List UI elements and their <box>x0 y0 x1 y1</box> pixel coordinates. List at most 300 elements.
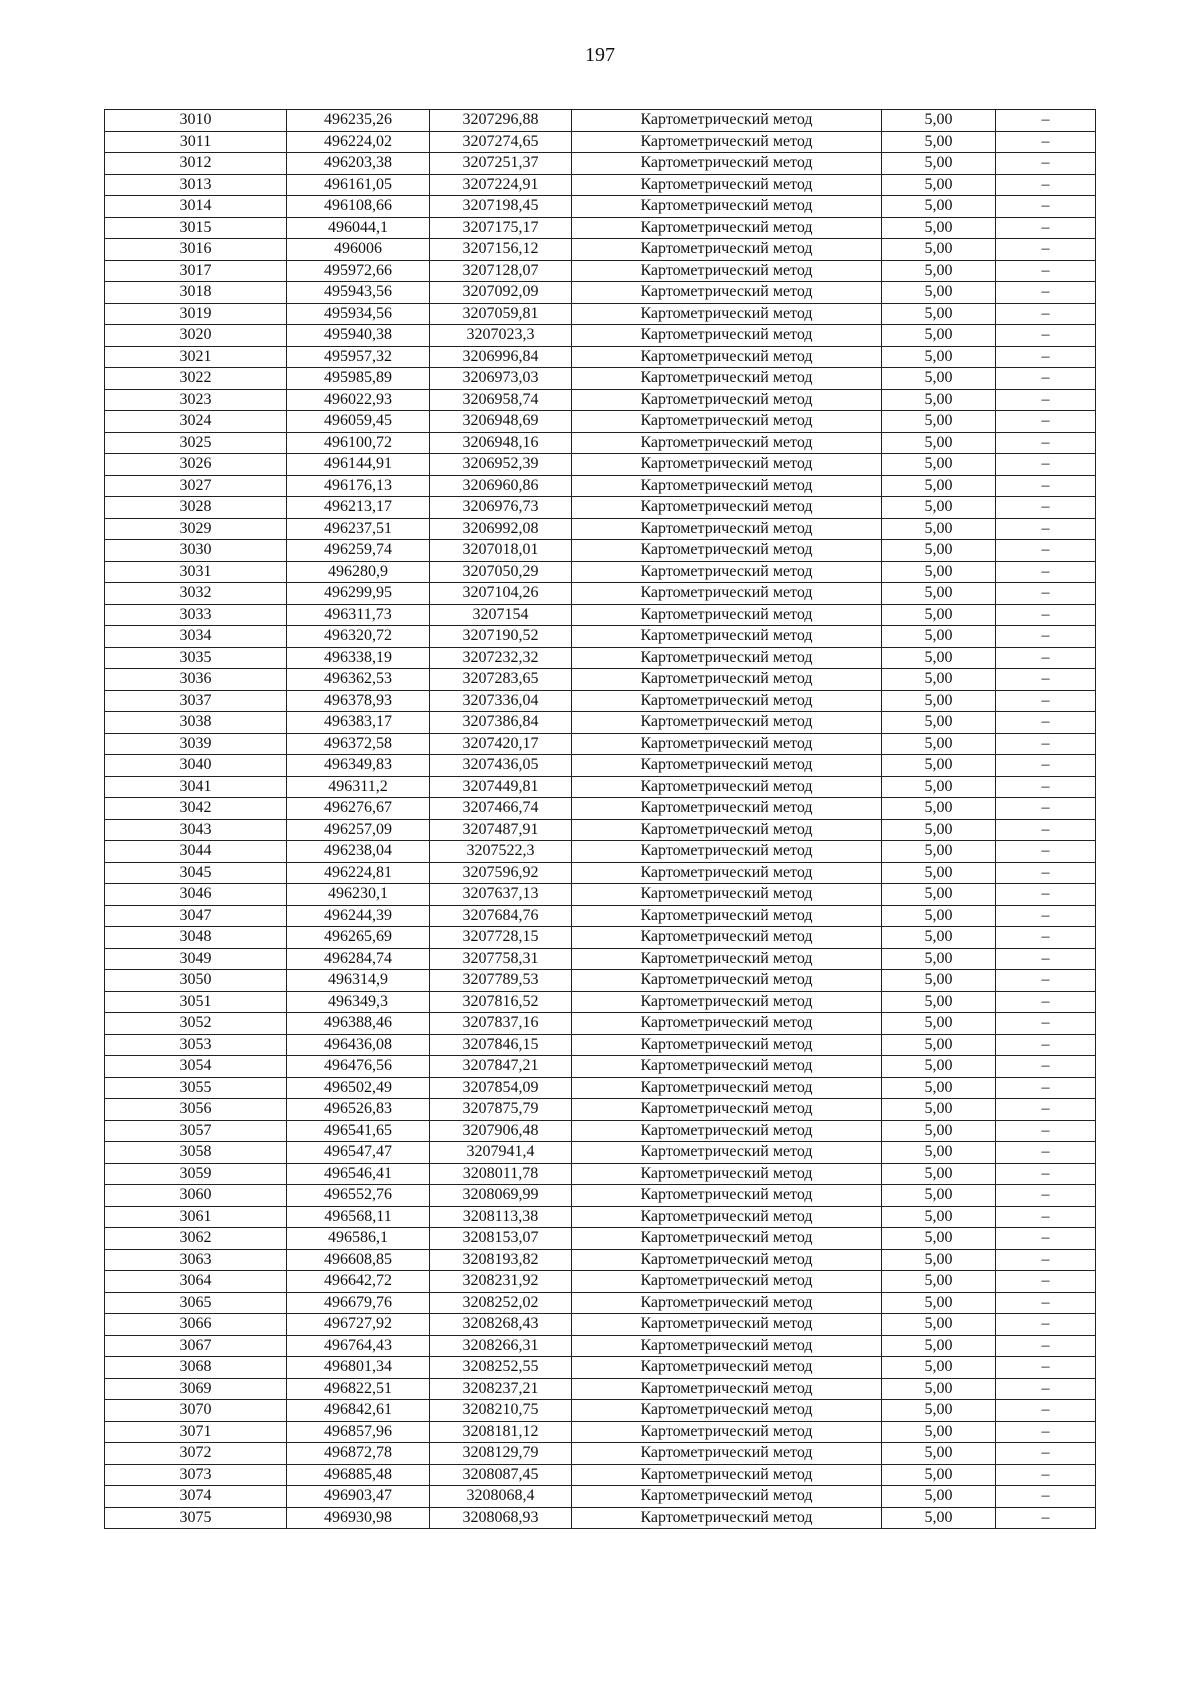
table-row <box>105 411 1096 433</box>
method-cell: Картометрический метод <box>572 1335 882 1357</box>
y-coordinate-cell: 3208129,79 <box>430 1443 572 1465</box>
table-row <box>105 712 1096 734</box>
description-cell: – <box>996 561 1096 583</box>
point-number-cell: 3021 <box>105 346 287 368</box>
accuracy-cell: 5,00 <box>882 1486 996 1508</box>
accuracy-cell: 5,00 <box>882 518 996 540</box>
y-coordinate-cell: 3207522,3 <box>430 841 572 863</box>
table-row <box>105 626 1096 648</box>
accuracy-cell: 5,00 <box>882 927 996 949</box>
table-row <box>105 1271 1096 1293</box>
method-cell: Картометрический метод <box>572 454 882 476</box>
method-cell: Картометрический метод <box>572 217 882 239</box>
point-number-cell: 3072 <box>105 1443 287 1465</box>
x-coordinate-cell: 496842,61 <box>287 1400 430 1422</box>
method-cell: Картометрический метод <box>572 1378 882 1400</box>
accuracy-cell: 5,00 <box>882 196 996 218</box>
x-coordinate-cell: 496235,26 <box>287 110 430 132</box>
coordinates-table <box>104 109 1096 1529</box>
x-coordinate-cell: 496372,58 <box>287 733 430 755</box>
method-cell: Картометрический метод <box>572 1357 882 1379</box>
point-number-cell: 3040 <box>105 755 287 777</box>
x-coordinate-cell: 496265,69 <box>287 927 430 949</box>
table-row <box>105 1486 1096 1508</box>
accuracy-cell: 5,00 <box>882 884 996 906</box>
description-cell: – <box>996 1314 1096 1336</box>
point-number-cell: 3031 <box>105 561 287 583</box>
description-cell: – <box>996 583 1096 605</box>
accuracy-cell: 5,00 <box>882 1357 996 1379</box>
point-number-cell: 3051 <box>105 991 287 1013</box>
page-number: 197 <box>585 44 615 66</box>
y-coordinate-cell: 3207296,88 <box>430 110 572 132</box>
description-cell: – <box>996 239 1096 261</box>
point-number-cell: 3061 <box>105 1206 287 1228</box>
description-cell: – <box>996 131 1096 153</box>
method-cell: Картометрический метод <box>572 282 882 304</box>
accuracy-cell: 5,00 <box>882 583 996 605</box>
description-cell: – <box>996 1357 1096 1379</box>
x-coordinate-cell: 496203,38 <box>287 153 430 175</box>
method-cell: Картометрический метод <box>572 1421 882 1443</box>
description-cell: – <box>996 1206 1096 1228</box>
table-row <box>105 948 1096 970</box>
table-row <box>105 1120 1096 1142</box>
accuracy-cell: 5,00 <box>882 1056 996 1078</box>
accuracy-cell: 5,00 <box>882 432 996 454</box>
description-cell: – <box>996 1464 1096 1486</box>
table-row <box>105 368 1096 390</box>
accuracy-cell: 5,00 <box>882 819 996 841</box>
method-cell: Картометрический метод <box>572 1099 882 1121</box>
y-coordinate-cell: 3207684,76 <box>430 905 572 927</box>
table-row <box>105 927 1096 949</box>
point-number-cell: 3043 <box>105 819 287 841</box>
point-number-cell: 3050 <box>105 970 287 992</box>
x-coordinate-cell: 496284,74 <box>287 948 430 970</box>
table-row <box>105 798 1096 820</box>
method-cell: Картометрический метод <box>572 862 882 884</box>
x-coordinate-cell: 496338,19 <box>287 647 430 669</box>
table-row <box>105 1249 1096 1271</box>
method-cell: Картометрический метод <box>572 325 882 347</box>
accuracy-cell: 5,00 <box>882 841 996 863</box>
x-coordinate-cell: 496237,51 <box>287 518 430 540</box>
table-row <box>105 1314 1096 1336</box>
method-cell: Картометрический метод <box>572 389 882 411</box>
description-cell: – <box>996 1486 1096 1508</box>
method-cell: Картометрический метод <box>572 970 882 992</box>
table-row <box>105 733 1096 755</box>
table-row <box>105 475 1096 497</box>
y-coordinate-cell: 3207436,05 <box>430 755 572 777</box>
description-cell: – <box>996 1142 1096 1164</box>
accuracy-cell: 5,00 <box>882 1314 996 1336</box>
description-cell: – <box>996 1099 1096 1121</box>
point-number-cell: 3065 <box>105 1292 287 1314</box>
x-coordinate-cell: 495934,56 <box>287 303 430 325</box>
point-number-cell: 3041 <box>105 776 287 798</box>
y-coordinate-cell: 3207023,3 <box>430 325 572 347</box>
y-coordinate-cell: 3206973,03 <box>430 368 572 390</box>
accuracy-cell: 5,00 <box>882 755 996 777</box>
y-coordinate-cell: 3206996,84 <box>430 346 572 368</box>
x-coordinate-cell: 496502,49 <box>287 1077 430 1099</box>
table-row <box>105 755 1096 777</box>
method-cell: Картометрический метод <box>572 819 882 841</box>
table-row <box>105 776 1096 798</box>
x-coordinate-cell: 496144,91 <box>287 454 430 476</box>
y-coordinate-cell: 3207846,15 <box>430 1034 572 1056</box>
x-coordinate-cell: 496476,56 <box>287 1056 430 1078</box>
accuracy-cell: 5,00 <box>882 1206 996 1228</box>
x-coordinate-cell: 496311,2 <box>287 776 430 798</box>
y-coordinate-cell: 3207466,74 <box>430 798 572 820</box>
method-cell: Картометрический метод <box>572 669 882 691</box>
accuracy-cell: 5,00 <box>882 948 996 970</box>
accuracy-cell: 5,00 <box>882 1013 996 1035</box>
y-coordinate-cell: 3207092,09 <box>430 282 572 304</box>
method-cell: Картометрический метод <box>572 991 882 1013</box>
accuracy-cell: 5,00 <box>882 712 996 734</box>
x-coordinate-cell: 496526,83 <box>287 1099 430 1121</box>
method-cell: Картометрический метод <box>572 239 882 261</box>
table-row <box>105 174 1096 196</box>
accuracy-cell: 5,00 <box>882 174 996 196</box>
table-row <box>105 1206 1096 1228</box>
point-number-cell: 3016 <box>105 239 287 261</box>
method-cell: Картометрический метод <box>572 927 882 949</box>
y-coordinate-cell: 3207596,92 <box>430 862 572 884</box>
point-number-cell: 3062 <box>105 1228 287 1250</box>
description-cell: – <box>996 1249 1096 1271</box>
y-coordinate-cell: 3207789,53 <box>430 970 572 992</box>
point-number-cell: 3060 <box>105 1185 287 1207</box>
table-row <box>105 239 1096 261</box>
method-cell: Картометрический метод <box>572 1314 882 1336</box>
table-row <box>105 1077 1096 1099</box>
method-cell: Картометрический метод <box>572 583 882 605</box>
y-coordinate-cell: 3208210,75 <box>430 1400 572 1422</box>
description-cell: – <box>996 196 1096 218</box>
table-row <box>105 1292 1096 1314</box>
accuracy-cell: 5,00 <box>882 1443 996 1465</box>
description-cell: – <box>996 217 1096 239</box>
point-number-cell: 3029 <box>105 518 287 540</box>
accuracy-cell: 5,00 <box>882 1378 996 1400</box>
table-row <box>105 841 1096 863</box>
x-coordinate-cell: 496276,67 <box>287 798 430 820</box>
y-coordinate-cell: 3207728,15 <box>430 927 572 949</box>
description-cell: – <box>996 389 1096 411</box>
point-number-cell: 3053 <box>105 1034 287 1056</box>
method-cell: Картометрический метод <box>572 690 882 712</box>
y-coordinate-cell: 3206958,74 <box>430 389 572 411</box>
y-coordinate-cell: 3207198,45 <box>430 196 572 218</box>
table-row <box>105 1507 1096 1529</box>
point-number-cell: 3049 <box>105 948 287 970</box>
x-coordinate-cell: 496608,85 <box>287 1249 430 1271</box>
point-number-cell: 3015 <box>105 217 287 239</box>
description-cell: – <box>996 712 1096 734</box>
x-coordinate-cell: 496903,47 <box>287 1486 430 1508</box>
y-coordinate-cell: 3208069,99 <box>430 1185 572 1207</box>
table-row <box>105 1357 1096 1379</box>
y-coordinate-cell: 3207837,16 <box>430 1013 572 1035</box>
description-cell: – <box>996 991 1096 1013</box>
x-coordinate-cell: 496257,09 <box>287 819 430 841</box>
x-coordinate-cell: 496299,95 <box>287 583 430 605</box>
point-number-cell: 3026 <box>105 454 287 476</box>
description-cell: – <box>996 1163 1096 1185</box>
x-coordinate-cell: 496727,92 <box>287 1314 430 1336</box>
description-cell: – <box>996 862 1096 884</box>
x-coordinate-cell: 496108,66 <box>287 196 430 218</box>
accuracy-cell: 5,00 <box>882 1421 996 1443</box>
table-row <box>105 583 1096 605</box>
description-cell: – <box>996 927 1096 949</box>
table-row <box>105 1163 1096 1185</box>
description-cell: – <box>996 411 1096 433</box>
accuracy-cell: 5,00 <box>882 346 996 368</box>
description-cell: – <box>996 884 1096 906</box>
x-coordinate-cell: 496547,47 <box>287 1142 430 1164</box>
y-coordinate-cell: 3207104,26 <box>430 583 572 605</box>
accuracy-cell: 5,00 <box>882 1120 996 1142</box>
y-coordinate-cell: 3207175,17 <box>430 217 572 239</box>
accuracy-cell: 5,00 <box>882 1142 996 1164</box>
table-row <box>105 690 1096 712</box>
y-coordinate-cell: 3208087,45 <box>430 1464 572 1486</box>
x-coordinate-cell: 496244,39 <box>287 905 430 927</box>
point-number-cell: 3064 <box>105 1271 287 1293</box>
point-number-cell: 3024 <box>105 411 287 433</box>
description-cell: – <box>996 1400 1096 1422</box>
accuracy-cell: 5,00 <box>882 561 996 583</box>
accuracy-cell: 5,00 <box>882 905 996 927</box>
table-row <box>105 1099 1096 1121</box>
x-coordinate-cell: 496311,73 <box>287 604 430 626</box>
method-cell: Картометрический метод <box>572 1443 882 1465</box>
accuracy-cell: 5,00 <box>882 798 996 820</box>
table-row <box>105 1185 1096 1207</box>
point-number-cell: 3025 <box>105 432 287 454</box>
accuracy-cell: 5,00 <box>882 626 996 648</box>
y-coordinate-cell: 3208193,82 <box>430 1249 572 1271</box>
accuracy-cell: 5,00 <box>882 282 996 304</box>
table-row <box>105 1443 1096 1465</box>
accuracy-cell: 5,00 <box>882 1228 996 1250</box>
description-cell: – <box>996 970 1096 992</box>
point-number-cell: 3070 <box>105 1400 287 1422</box>
accuracy-cell: 5,00 <box>882 454 996 476</box>
description-cell: – <box>996 1292 1096 1314</box>
y-coordinate-cell: 3208252,02 <box>430 1292 572 1314</box>
x-coordinate-cell: 496100,72 <box>287 432 430 454</box>
point-number-cell: 3010 <box>105 110 287 132</box>
description-cell: – <box>996 540 1096 562</box>
description-cell: – <box>996 1271 1096 1293</box>
method-cell: Картометрический метод <box>572 475 882 497</box>
accuracy-cell: 5,00 <box>882 153 996 175</box>
point-number-cell: 3059 <box>105 1163 287 1185</box>
y-coordinate-cell: 3207854,09 <box>430 1077 572 1099</box>
description-cell: – <box>996 1228 1096 1250</box>
y-coordinate-cell: 3207420,17 <box>430 733 572 755</box>
table-row <box>105 110 1096 132</box>
description-cell: – <box>996 174 1096 196</box>
method-cell: Картометрический метод <box>572 260 882 282</box>
table-row <box>105 1013 1096 1035</box>
method-cell: Картометрический метод <box>572 368 882 390</box>
x-coordinate-cell: 496280,9 <box>287 561 430 583</box>
method-cell: Картометрический метод <box>572 948 882 970</box>
coordinates-table-body <box>105 110 1096 1529</box>
description-cell: – <box>996 282 1096 304</box>
description-cell: – <box>996 454 1096 476</box>
y-coordinate-cell: 3208113,38 <box>430 1206 572 1228</box>
y-coordinate-cell: 3208252,55 <box>430 1357 572 1379</box>
description-cell: – <box>996 1185 1096 1207</box>
x-coordinate-cell: 495957,32 <box>287 346 430 368</box>
description-cell: – <box>996 669 1096 691</box>
accuracy-cell: 5,00 <box>882 733 996 755</box>
method-cell: Картометрический метод <box>572 1486 882 1508</box>
table-row <box>105 1142 1096 1164</box>
point-number-cell: 3032 <box>105 583 287 605</box>
table-row <box>105 303 1096 325</box>
method-cell: Картометрический метод <box>572 411 882 433</box>
y-coordinate-cell: 3208266,31 <box>430 1335 572 1357</box>
y-coordinate-cell: 3207816,52 <box>430 991 572 1013</box>
point-number-cell: 3022 <box>105 368 287 390</box>
point-number-cell: 3056 <box>105 1099 287 1121</box>
description-cell: – <box>996 1034 1096 1056</box>
method-cell: Картометрический метод <box>572 1206 882 1228</box>
y-coordinate-cell: 3207232,32 <box>430 647 572 669</box>
method-cell: Картометрический метод <box>572 110 882 132</box>
method-cell: Картометрический метод <box>572 1271 882 1293</box>
table-row <box>105 131 1096 153</box>
description-cell: – <box>996 755 1096 777</box>
description-cell: – <box>996 776 1096 798</box>
point-number-cell: 3023 <box>105 389 287 411</box>
point-number-cell: 3057 <box>105 1120 287 1142</box>
point-number-cell: 3020 <box>105 325 287 347</box>
table-row <box>105 862 1096 884</box>
y-coordinate-cell: 3208068,93 <box>430 1507 572 1529</box>
method-cell: Картометрический метод <box>572 1077 882 1099</box>
x-coordinate-cell: 496885,48 <box>287 1464 430 1486</box>
x-coordinate-cell: 496349,83 <box>287 755 430 777</box>
description-cell: – <box>996 690 1096 712</box>
description-cell: – <box>996 798 1096 820</box>
x-coordinate-cell: 496872,78 <box>287 1443 430 1465</box>
table-row <box>105 1400 1096 1422</box>
point-number-cell: 3017 <box>105 260 287 282</box>
table-row <box>105 260 1096 282</box>
description-cell: – <box>996 153 1096 175</box>
table-row <box>105 196 1096 218</box>
description-cell: – <box>996 1378 1096 1400</box>
method-cell: Картометрический метод <box>572 1464 882 1486</box>
x-coordinate-cell: 496320,72 <box>287 626 430 648</box>
description-cell: – <box>996 626 1096 648</box>
y-coordinate-cell: 3207875,79 <box>430 1099 572 1121</box>
table-row <box>105 604 1096 626</box>
x-coordinate-cell: 496930,98 <box>287 1507 430 1529</box>
table-row <box>105 346 1096 368</box>
x-coordinate-cell: 496259,74 <box>287 540 430 562</box>
accuracy-cell: 5,00 <box>882 239 996 261</box>
x-coordinate-cell: 496362,53 <box>287 669 430 691</box>
point-number-cell: 3047 <box>105 905 287 927</box>
x-coordinate-cell: 496213,17 <box>287 497 430 519</box>
method-cell: Картометрический метод <box>572 1056 882 1078</box>
table-row <box>105 518 1096 540</box>
method-cell: Картометрический метод <box>572 1292 882 1314</box>
description-cell: – <box>996 260 1096 282</box>
accuracy-cell: 5,00 <box>882 1292 996 1314</box>
point-number-cell: 3018 <box>105 282 287 304</box>
y-coordinate-cell: 3207386,84 <box>430 712 572 734</box>
y-coordinate-cell: 3208068,4 <box>430 1486 572 1508</box>
table-row <box>105 991 1096 1013</box>
y-coordinate-cell: 3207336,04 <box>430 690 572 712</box>
method-cell: Картометрический метод <box>572 712 882 734</box>
table-row <box>105 669 1096 691</box>
x-coordinate-cell: 496230,1 <box>287 884 430 906</box>
x-coordinate-cell: 496679,76 <box>287 1292 430 1314</box>
point-number-cell: 3012 <box>105 153 287 175</box>
y-coordinate-cell: 3207251,37 <box>430 153 572 175</box>
point-number-cell: 3071 <box>105 1421 287 1443</box>
y-coordinate-cell: 3207050,29 <box>430 561 572 583</box>
accuracy-cell: 5,00 <box>882 1335 996 1357</box>
table-row <box>105 454 1096 476</box>
table-row <box>105 217 1096 239</box>
y-coordinate-cell: 3208011,78 <box>430 1163 572 1185</box>
y-coordinate-cell: 3208153,07 <box>430 1228 572 1250</box>
point-number-cell: 3046 <box>105 884 287 906</box>
accuracy-cell: 5,00 <box>882 1077 996 1099</box>
table-row <box>105 540 1096 562</box>
description-cell: – <box>996 325 1096 347</box>
y-coordinate-cell: 3207847,21 <box>430 1056 572 1078</box>
point-number-cell: 3019 <box>105 303 287 325</box>
point-number-cell: 3069 <box>105 1378 287 1400</box>
y-coordinate-cell: 3208237,21 <box>430 1378 572 1400</box>
description-cell: – <box>996 905 1096 927</box>
table-row <box>105 1464 1096 1486</box>
y-coordinate-cell: 3206948,69 <box>430 411 572 433</box>
method-cell: Картометрический метод <box>572 1228 882 1250</box>
accuracy-cell: 5,00 <box>882 647 996 669</box>
table-row <box>105 970 1096 992</box>
accuracy-cell: 5,00 <box>882 604 996 626</box>
description-cell: – <box>996 819 1096 841</box>
x-coordinate-cell: 496022,93 <box>287 389 430 411</box>
x-coordinate-cell: 496224,81 <box>287 862 430 884</box>
description-cell: – <box>996 1077 1096 1099</box>
method-cell: Картометрический метод <box>572 153 882 175</box>
x-coordinate-cell: 496378,93 <box>287 690 430 712</box>
table-row <box>105 1378 1096 1400</box>
method-cell: Картометрический метод <box>572 1163 882 1185</box>
x-coordinate-cell: 496822,51 <box>287 1378 430 1400</box>
table-row <box>105 1335 1096 1357</box>
accuracy-cell: 5,00 <box>882 991 996 1013</box>
